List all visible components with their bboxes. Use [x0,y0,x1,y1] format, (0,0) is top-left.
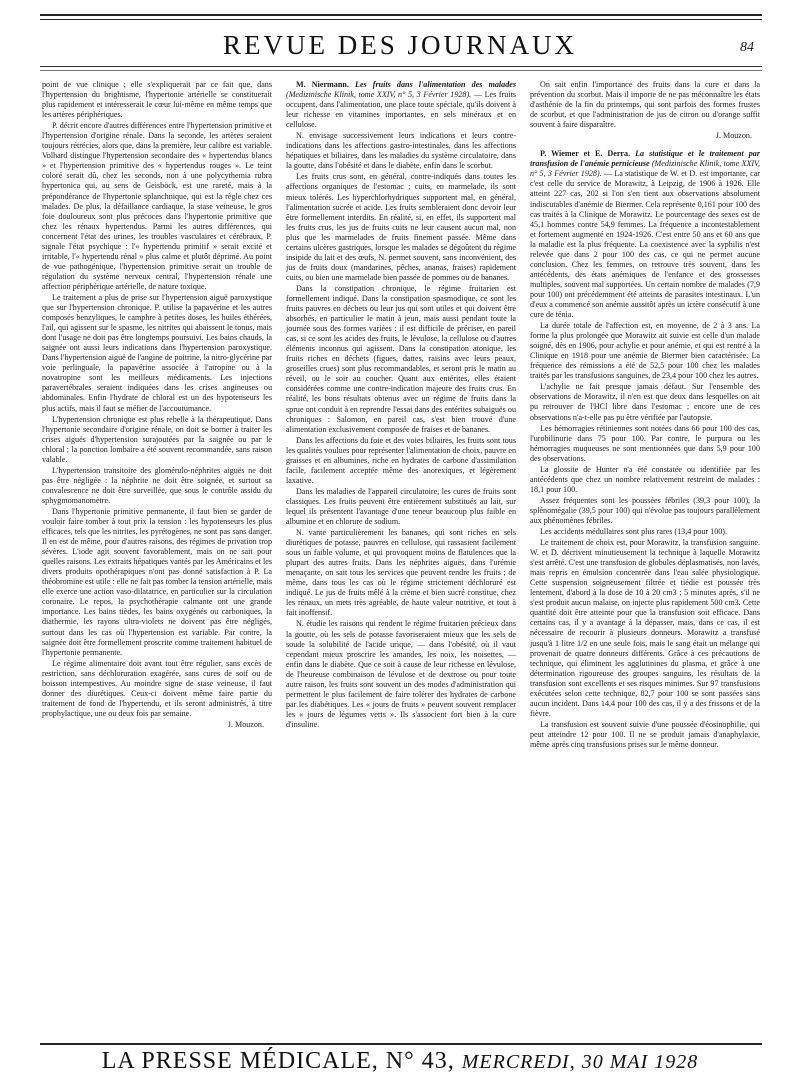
footer-rule [40,1043,762,1045]
page-number: 84 [740,40,754,55]
paragraph: Dans les maladies de l'appareil circulatoire, les cures de fruits sont classiques. Les fruits peuvent être entièrement substitués au lait, sur lequel ils présentent l'avantage d'une teneur beaucoup plus faible en albumine et en chlorure de sodium. [286,486,516,527]
paragraph: Le traitement de choix est, pour Morawitz, la transfusion sanguine. W. et D. décrivent minutieusement la technique à laquelle Morawitz s'est arrêté. C'est une transfusion de globules déplasmatisés, non lavés, mais repris en émulsion concentrée dans l'eau salée physiologique. Cette suspension soigneusement filtrée et tiédie est poussée très lentement, d'abord à la dose de 10 à 20 cm3 ; 5 minutes après, s'il ne s'est produit aucun malaise, on injecte plus rapidement 500 cm3. Cette quantité doit être atteinte pour que la transfusion soit efficace. Dans certains cas, il y a avantage à la dépasser, mais, dans ce cas, il est nécessaire de recourir à plusieurs donneurs. Morawitz a transfusé jusqu'à 1 litre 1/2 en une seule fois, mais le sang était un mélange qui provenait de quatre donneurs différents. Grâce à ces précautions de technique, qui éliminent les agglutinines du plasma, et grâce à une détermination rigoureuse des groupes sanguins, les résultats de la transfusion sont excellents et ses risques minimes. Sur 97 transfusions exécutées selon cette technique, 82,7 pour 100 se sont passées sans aucun incident. Dans 14,4 pour 100 des cas, il y a des frissons et de la fièvre. [530,538,760,718]
article-source: (Medizinische Klinik, tome XXIV, n° 5, 3 Février 1928). [530,159,760,179]
column-right [530,80,760,1040]
article-title: La statistique et le traitement par transfusion de l'anémie pernicieuse [530,149,760,169]
paragraph: L'achylie ne fait presque jamais défaut. Sur l'ensemble des observations de Morawitz, il n'en est que deux dans lesquelles on ait pu retrouver de l'HCl libre dans l'estomac ; encore une de ces observations n'a-t-elle pas pu être vérifiée par l'autopsie. [530,382,760,422]
column-left [42,80,272,1040]
author-signature: J. Mouzon. [715,131,752,141]
footer-date: MERCREDI, 30 MAI 1928 [461,1051,699,1073]
paragraph: Les accidents médullaires sont plus rares (13,4 pour 100). [540,527,728,537]
paragraph: La glossite de Hunter n'a été constatée ou identifiée par les antécédents que chez un nombre relativement restreint de malades : 18,1 pour 100. [530,464,760,494]
article-source: (Medizinische Klinik, tome XXIV, n° 5, 3 Février 1928). [286,90,472,100]
paragraph: Le traitement a plus de prise sur l'hypertension aiguë paroxystique que sur l'hypertension chronique. P. utilise la papavérine et les autres composés benzyliques, le camphre à petites doses, les huiles éthérées, l'ail, qui agissent sur le spasme, les nitrites qui abaissent le tonus, mais dont l'usage ne doit pas être longtemps poursuivi. Les bains chauds, la saignée ont aussi leurs indications dans l'hypertension paroxystique. Dans l'hypertension aiguë de l'angine de poitrine, la nitro-glycérine par voie perlinguale, la papavérine associée à l'atropine ou à la novatropine sont les meilleurs médicaments. Les injections paravertébrales seraient indiquées dans les crises angineuses ou abdominales. Enfin l'hydrate de chloral est un des hypotenseurs les plus actifs, mais il faut se méfier de l'accoutumance. [42,292,272,413]
paragraph: Les hémorragies rétiniennes sont notées dans 66 pour 100 des cas, l'urobilinurie dans 75 pour 100. Par contre, le purpura ou les hémorragies muqueuses ne sont mentionnées que dans 5,9 pour 100 des observations. [530,423,760,463]
article-author: M. Niermann. [296,80,349,89]
paragraph: Le régime alimentaire doit avant tout être régulier, sans excès de restriction, sans déchloruration exagérée, sans cures de soif ou de boisson intempestives. Au moindre signe de stase veineuse, il faut donner des diurétiques. Ceux-ci doivent même faire partie du traitement de fond de l'hypertendu, et ils seront administrés, à titre prophylactique, une ou deux fois par semaine. [42,658,272,718]
paragraph: Assez fréquentes sont les poussées fébriles (39,3 pour 100), la splénomégalie (39,5 pour 100) qui n'évolue pas toujours parallèlement aux phénomènes fébriles. [530,495,760,525]
paragraph: — La statistique de W. et D. est importante, car c'est celle du service de Morawitz, à Leipzig, de 1906 à 1926. Elle atteint 227 cas, 202 si l'on s'en tient aux observations absolument indiscutables d'anémie de Biermer. Cela représente 0,161 pour 100 des cas traités à la Clinique de Morawitz. Le pourcentage des sexes est de 45,1 hommes contre 54,9 femmes. La fréquence a incontestablement et fortement augmenté en 1924-1926. C'est entre 50 ans et 60 ans que la maladie est la plus fréquente. La coexistence avec la syphilis n'est relevée que dans 2 pour 100 des cas, ce qui ne permet aucune conclusion. Chez les femmes, on retrouve très souvent, dans les antécédents, des états anémiques de l'enfance et des grossesses multiples, souvent mal supportées. Un certain nombre de malades (7,9 pour 100) ont précédemment été atteints de parasites intestinaux. L'un d'eux a commencé son anémie aussitôt après un ictère consécutif à une cure de ténia. [530,169,760,320]
top-rule [40,14,762,20]
paragraph: point de vue clinique ; elle s'expliquerait par ce fait que, dans l'hypertension du brightisme, l'hypertonie artérielle se constituerait plus rapidement et intéresserait le cœur lui-même en même temps que les artères périphériques. [42,80,272,120]
paragraph: Dans la constipation chronique, le régime fruitarien est formellement indiqué. Dans la constipation spasmodique, ce sont les fruits pauvres en déchets ou leur jus qui sont utiles et qui doivent être absorbés, en particulier le matin à jeun, mais aussi pendant toute la journée sous des formes variées : il est difficile de préciser, en pareil cas, si ce sont les acides des fruits, le lévulose, la cellulose ou d'autres éléments inconnus qui agissent. Dans la constipation atonique, les fruits riches en déchets (figues, dattes, raisins avec leurs peaux, groseilles crues) sont plus recommandables, et seront pris le matin au réveil, ou le soir au coucher. Quant aux entérites, elles étaient considérées comme une contre-indication majeure des fruits crus. En réalité, les bons résultats obtenus avec un régime de fruits dans la sprue ont conduit à en reprendre l'essai dans des entérites subaiguës ou chroniques : Salomon, en pareil cas, s'est bien trouvé d'une alimentation exclusivement composée de fraises et de bananes. [286,283,516,434]
paragraph: — Les fruits occupent, dans l'alimentation, une place toute spéciale, qu'ils doivent à leur richesse en vitamines importantes, en sels minéraux et en cellulose. [286,90,516,130]
article-heading [530,149,760,320]
paragraph: Dans l'hypertonie primitive permanente, il faut bien se garder de vouloir faire tomber à tout prix la tension : les hypotenseurs les plus efficaces, tels que les nitrites, les pyrétogènes, ne sont pas sans danger. Il en est de même, pour d'autres raisons, des régimes de privation trop sévères. L'iode agit souvent favorablement, mais on ne sait pour quelles raisons. Les extraits hépatiques vantés par les Américains et les divers produits opothérapiques n'ont pas donné satisfaction à P. La théobromine est utile : elle ne fait pas tomber la tension artérielle, mais elle exerce une action vaso-dilatatrice, en particulier sur la circulation coronaire. Le repos, la psychothérapie calmante ont une grande importance. Les bains tièdes, les bains oxygénés ou carboniques, la diathermie, les rayons ultra-violets ne doivent pas être négligés, surtout dans les cas où l'hypertension est variable. Par contre, la saignée doit être formellement proscrite comme traitement habituel de l'hypertonie permanente. [42,506,272,657]
column-middle [286,80,516,1040]
page-footer [0,1048,800,1075]
article-columns [42,80,762,1040]
article-title: Les fruits dans l'alimentation des malades [355,80,516,89]
paragraph: On sait enfin l'importance des fruits dans la cure et dans la prévention du scorbut. Mais il importe de ne pas méconnaître les états d'asthénie de la fin du printemps, qui sont parfois des formes frustes de scorbut, et que l'administration de jus de citron ou d'orange suffit souvent à faire disparaître. [530,80,760,130]
paragraph: La transfusion est souvent suivie d'une poussée d'éosinophilie, qui peut atteindre 12 pour 100. Il ne se produit jamais d'anaphylaxie, même après cinq transfusions prises sur le même donneur. [530,719,760,749]
paragraph: N. étudie les raisons qui rendent le régime fruitarien précieux dans la goutte, où les sels de potasse favoriseraient mieux que les sels de soude la solubilité de l'acide urique, — dans l'obésité, où il vaut cependant mieux proscrire les amandes, les noix, les noisettes, — enfin dans le diabète. Que ce soit à cause de leur richesse en lévulose, de l'heureuse combinaison de lévulose et de dextrose ou pour toute autre raison, les fruits sont souvent un des modes d'administration qui permettent le plus facilement de faire tolérer des hydrates de carbone par les diabétiques. Les « jours de fruits » peuvent souvent remplacer les « jours de légumes verts ». Ils s'associent fort bien à la cure d'insuline. [286,619,516,729]
author-signature: J. Mouzon. [227,719,264,729]
footer-journal: LA PRESSE MÉDICALE, N° 43, [101,1048,455,1074]
paragraph: Dans les affections du foie et des voies biliaires, les fruits sont tous les qualités voulues pour représenter l'alimentation de choix, pauvre en graisses et en albumines, riche en hydrates de carbone d'assimilation facile, facilement acceptée même des anorexiques, et légèrement laxative. [286,435,516,485]
paragraph: Les fruits crus sont, en général, contre-indiqués dans toutes les affections organiques de l'estomac ; cuits, en marmelade, ils sont mieux tolérés. Les hyperchlorhydriques supportent mal, en général, l'alimentation sucrée et acide. Les fruits sembleraient donc devoir leur être formellement interdits. En réalité, si, en effet, ils supportent mal les fruits crus, les jus de fruits cuits ne leur causent aucun mal, non plus que les marmelades de fruits finement passée. Même dans certains ulcères gastriques, lorsque les malades se dégoûtent du régime insipide du lait et des œufs, N. permet souvent, sans inconvénient, des jus de fruits doux (mandarines, pêches, ananas, fraises) rapidement cuits, ou bien une marmelade bien passée de pommes ou de bananes. [286,172,516,282]
paragraph: L'hypertension chronique est plus rebelle à la thérapeutique. Dans l'hypertonie secondaire d'origine rénale, on doit se borner à traiter les crises aiguës d'hypertension surajoutées par la saignée ou par le chloral ; la ponction lombaire a été souvent recommandée, sans raison valable. [42,414,272,464]
paragraph: N. envisage successivement leurs indications et leurs contre-indications dans les affections gastro-intestinales, dans les affections hépatiques et biliaires, dans les maladies du système circulatoire, dans la goutte, dans l'obésité et dans le diabète, enfin dans le scorbut. [286,131,516,171]
article-author: P. Wiemer et E. Derra. [540,149,631,159]
paragraph: P. décrit encore d'autres différences entre l'hypertension primitive et l'hypertension d'origine rénale. Dans la seconde, les artères seraient toujours rétrécies, alors que, dans la première, leur calibre est variable. Volhard distingue l'hypertension secondaire des « hypertendus blancs » et l'hypertension primitive des « hypertendus rouges ». Le teint coloré serait dû, chez les seconds, non à une polycythemia rubra hypertonica qui, au sens de Geisböck, est une rareté, mais à la prépondérance de l'hypertonie splanchnique, qui est la règle chez ces malades. De plus, la défaillance cardiaque, la stase veineuse, le gros foie douloureux sont plus précoces dans l'hypertonie primitive que chez les rénaux hypertendus. Parmi les autres différences, qui concernent l'état des urines, les troubles vasculaires et cérébraux, P. signale l'état psychique : l'« hypertendu primitif » serait excité et irritable, l'« hypertendu rénal » plus calme et plutôt déprimé. Au point de vue pathogénique, l'hypertension primitive serait un trouble de régulation du système nerveux central, l'hypertension rénale une affection périphérique artérielle, de nature toxique. [42,121,272,291]
header-rule [40,66,762,67]
paragraph: L'hypertension transitoire des glomérulo-néphrites aiguës ne doit pas être négligée : la néphrite ne doit être soignée, et surtout sa convalescence ne doit être surveillée, que sous le contrôle assidu du sphygmomanomètre. [42,465,272,505]
paragraph: La durée totale de l'affection est, en moyenne, de 2 à 3 ans. La forme la plus prolongée que Morawitz ait suivie est celle d'un malade soigné, dès en 1906, pour achylie et pour anémie, et qui est rentré à la Clinique en 1918 pour une anémie de Biermer bien caractérisée. La fréquence des rémissions a été de 52,5 pour 100 chez les malades traités par les transfusions sanguines, de 23,4 pour 100 chez les autres. [530,321,760,381]
article-heading [286,80,516,130]
journal-section-title: REVUE DES JOURNAUX [222,30,577,60]
paragraph: N. vante particulièrement les bananes, qui sont riches en sels diurétiques de potasse, pauvres en cellulose, qui rassasient facilement sous un faible volume, et qui provoquent moins de flatulences que la plupart des autres fruits. Dans les néphrites aiguës, dans l'urémie menaçante, on sait tous les services que peuvent rendre les fruits ; de même, dans tous les cas où le régime strictement déchloruré est indiqué. Le jus de fruits mêlé à la crème et bien sucré constitue, chez les rénaux, un mets très agréable, de haute valeur nutritive, et tout à fait inoffensif. [286,528,516,618]
header-rule-secondary [40,70,762,71]
